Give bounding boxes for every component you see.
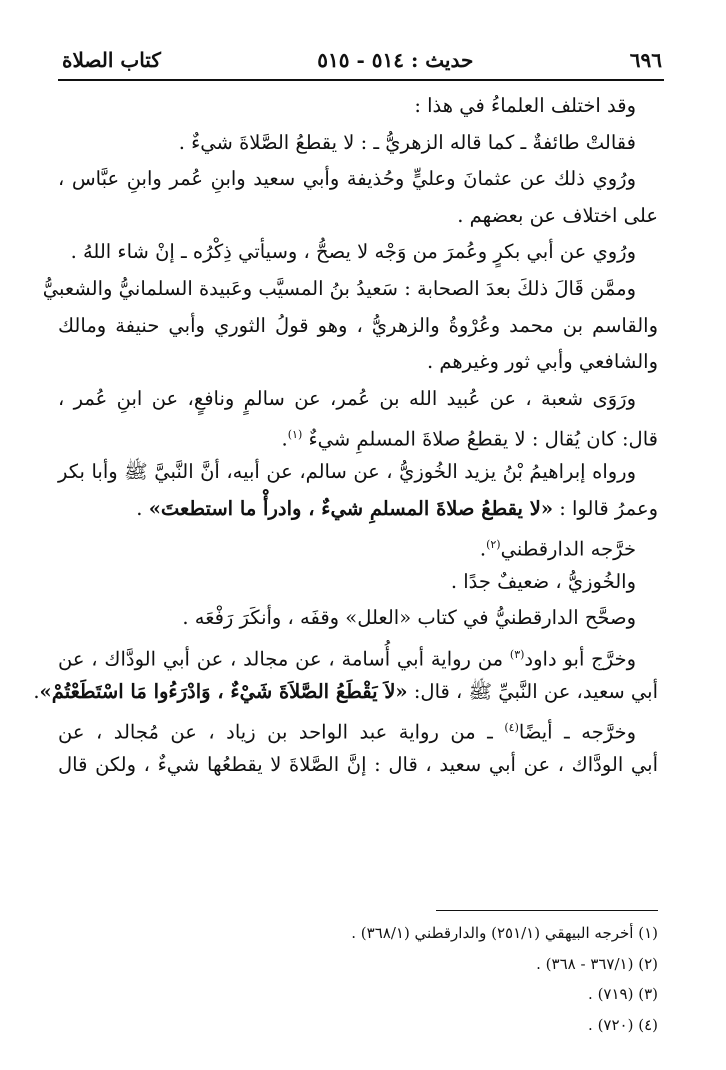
text-line: وقد اختلف العلماءُ في هذا : <box>414 94 636 117</box>
text-line <box>58 710 658 747</box>
footnote: (٣) (٧١٩) . <box>588 985 658 1003</box>
footnote: (٢) (٣٦٧/١ - ٣٦٨) . <box>536 954 658 973</box>
footnote-rule <box>436 910 658 911</box>
page-number: ٦٩٦ <box>629 48 662 72</box>
text-line: أبي الودَّاك ، عن أبي سعيد ، قال : إنَّ الصَّلاةَ لا يقطعُها شيءٌ ، ولكن قال <box>58 752 658 776</box>
text-line: قال: كان يُقال : لا يقطعُ صلاةَ المسلمِ شيءٌ $^{(١)}$. <box>281 427 658 451</box>
text-line <box>58 637 658 674</box>
text-line: ورواه إبراهيمُ بْنُ يزيد الخُوزيُّ ، عن سالم، عن أبيه، أنَّ النَّبيَّ ﷺ وأبا بكر <box>58 459 636 483</box>
footnote-ref: (١) <box>287 428 303 442</box>
text-line: والشافعي وأبي ثور وغيرهم . <box>426 350 658 374</box>
text-line: خرَّجه الدارقطني$^{(٢)}$. <box>479 537 636 561</box>
header-rule <box>58 79 664 81</box>
text-line: ورَوَى شعبة ، عن عُبيد الله بن عُمر، عن سالمٍ ونافعٍ، عن ابنِ عُمر ، <box>58 386 636 410</box>
text-segment: من رواية أبي أُسامة ، عن مجالد ، عن أبي الودَّاك ، عن <box>58 647 504 671</box>
text-line: وممَّن قَالَ ذلكَ بعدَ الصحابة : سَعيدُ بنُ المسيَّب وعَبيدة السلمانيُّ والشعبيُّ <box>42 276 636 300</box>
text-line: وصحَّح الدارقطنيُّ في كتاب «العلل» وقفَه ، وأنكَرَ رَفْعَه . <box>182 606 636 630</box>
hadith-range: حديث : ٥١٤ - ٥١٥ <box>317 48 474 72</box>
book-title: كتاب الصلاة <box>62 48 161 72</box>
hadith-quote: «لاَ يَقْطَعُ الصَّلاَةَ شَيْءٌ ، وَادْرَءُوا مَا اسْتَطَعْتُمْ» <box>39 679 408 703</box>
text-line: والخُوزيُّ ، ضعيفٌ جدًا . <box>450 569 636 593</box>
text-line: أبي سعيد، عن النَّبيِّ ﷺ ، قال: «لاَ يَقْطَعُ الصَّلاَةَ شَيْءٌ ، وَادْرَءُوا مَا اسْتَطَعْتُمْ». <box>33 679 658 703</box>
footnote-ref: (٤) <box>504 721 519 735</box>
text-segment: ـ من رواية عبد الواحد بن زياد ، عن مُجالد ، عن <box>58 720 493 744</box>
text-segment: قال: كان يُقال : لا يقطعُ صلاةَ المسلمِ شيءٌ <box>308 427 658 451</box>
page-header <box>62 44 662 76</box>
footnote-ref: (٢) <box>486 538 501 552</box>
text-line: ورُوي عن أبي بكرٍ وعُمرَ من وَجْه لا يصحُّ ، وسيأتي ذِكْرُه ـ إنْ شاء اللهُ . <box>70 240 636 264</box>
text-line: ورُوي ذلك عن عثمانَ وعليٍّ وحُذيفة وأبي سعيد وابنِ عُمر وابنِ عبَّاس ، <box>58 167 636 191</box>
text-segment: وعمرُ قالوا : <box>559 496 658 520</box>
text-segment: خرَّجه الدارقطني <box>500 537 636 561</box>
text-segment: وخرَّج أبو داود <box>524 647 636 671</box>
text-segment: وخرَّجه ـ أيضًا <box>518 720 637 744</box>
main-text <box>33 88 658 783</box>
text-line: والقاسم بن محمد وعُرْوةُ والزهريُّ ، وهو قولُ الثوري وأبي حنيفة ومالك <box>58 313 658 337</box>
text-line: على اختلاف عن بعضهم . <box>457 203 658 227</box>
text-line: وعمرُ قالوا : «لا يقطعُ صلاةَ المسلمِ شيءٌ ، وادرأْ ما استطعتَ» . <box>136 496 658 520</box>
footnote: (٤) (٧٢٠) . <box>588 1015 658 1034</box>
text-line: فقالتْ طائفةٌ ـ كما قاله الزهريُّ ـ : لا يقطعُ الصَّلاةَ شيءٌ . <box>178 130 636 154</box>
footnote: (١) أخرجه البيهقي (٢٥١/١) والدارقطني (٣٦٨/١) . <box>351 924 658 942</box>
hadith-quote: «لا يقطعُ صلاةَ المسلمِ شيءٌ ، وادرأْ ما استطعتَ» <box>148 496 554 520</box>
footnote-ref: (٣) <box>509 647 525 661</box>
text-segment: أبي سعيد، عن النَّبيِّ ﷺ ، قال: <box>413 679 658 703</box>
footnotes <box>120 918 658 1040</box>
